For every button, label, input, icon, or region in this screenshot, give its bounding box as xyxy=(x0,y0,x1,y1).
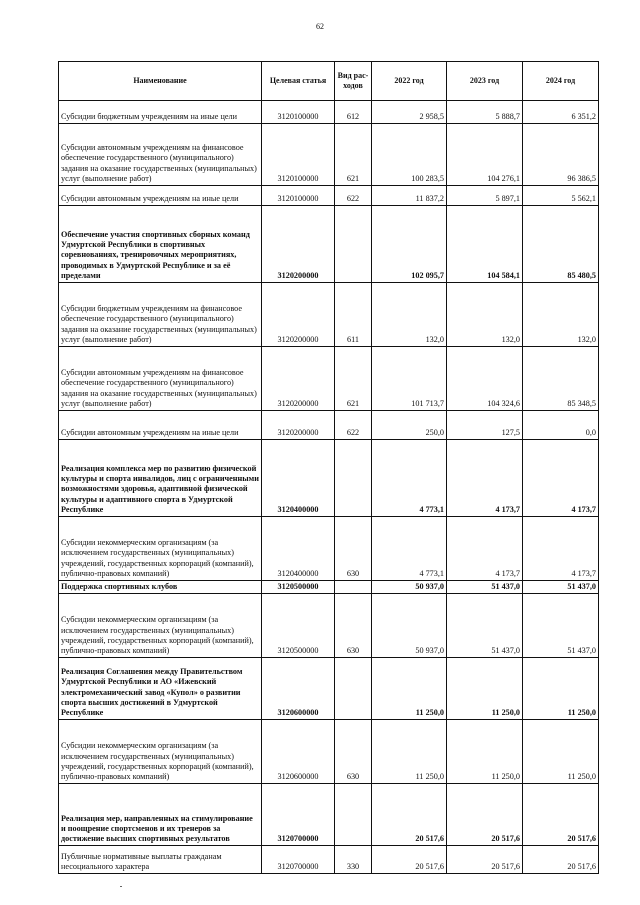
cell-2022: 50 937,0 xyxy=(372,594,447,658)
header-2024: 2024 год xyxy=(523,62,599,101)
cell-2024: 51 437,0 xyxy=(523,581,599,594)
cell-code: 3120400000 xyxy=(262,517,335,581)
cell-expense-type: 612 xyxy=(335,101,372,124)
cell-2024: 11 250,0 xyxy=(523,720,599,784)
table-body xyxy=(59,101,599,874)
cell-expense-type: 622 xyxy=(335,186,372,206)
budget-table xyxy=(58,61,599,874)
cell-code: 3120500000 xyxy=(262,594,335,658)
cell-name: Субсидии автономным учреждениям на иные цели xyxy=(59,411,262,440)
cell-code: 3120600000 xyxy=(262,658,335,720)
cell-name: Субсидии автономным учреждениям на финансовое обеспечение государственного (муниципального) задания на оказание государственных (муниципальных) услуг (выполнение работ) xyxy=(59,347,262,411)
cell-2022: 11 250,0 xyxy=(372,720,447,784)
table-row-section xyxy=(59,658,599,720)
cell-name: Субсидии некоммерческим организациям (за исключением государственных (муниципальных) учреждений, государственных корпораций (компаний), публично-правовых компаний) xyxy=(59,720,262,784)
cell-expense-type xyxy=(335,784,372,846)
cell-name: Субсидии бюджетным учреждениям на иные цели xyxy=(59,101,262,124)
cell-2023: 51 437,0 xyxy=(447,581,523,594)
header-code: Целевая статья xyxy=(262,62,335,101)
cell-2023: 104 584,1 xyxy=(447,206,523,283)
cell-name: Субсидии бюджетным учреждениям на финансовое обеспечение государственного (муниципального) задания на оказание государственных (муниципальных) услуг (выполнение работ) xyxy=(59,283,262,347)
table-row xyxy=(59,594,599,658)
cell-2024: 51 437,0 xyxy=(523,594,599,658)
cell-2022: 132,0 xyxy=(372,283,447,347)
cell-2023: 132,0 xyxy=(447,283,523,347)
cell-2022: 11 837,2 xyxy=(372,186,447,206)
cell-code: 3120400000 xyxy=(262,440,335,517)
cell-2023: 51 437,0 xyxy=(447,594,523,658)
cell-code: 3120200000 xyxy=(262,411,335,440)
table-row xyxy=(59,846,599,874)
cell-2024: 85 348,5 xyxy=(523,347,599,411)
table-row xyxy=(59,101,599,124)
cell-2022: 4 773,1 xyxy=(372,517,447,581)
cell-2024: 4 173,7 xyxy=(523,517,599,581)
header-2022: 2022 год xyxy=(372,62,447,101)
cell-2023: 5 888,7 xyxy=(447,101,523,124)
cell-2024: 85 480,5 xyxy=(523,206,599,283)
table-row xyxy=(59,517,599,581)
cell-name: Поддержка спортивных клубов xyxy=(59,581,262,594)
cell-code: 3120500000 xyxy=(262,581,335,594)
cell-2022: 101 713,7 xyxy=(372,347,447,411)
cell-code: 3120200000 xyxy=(262,347,335,411)
cell-2022: 250,0 xyxy=(372,411,447,440)
cell-2024: 132,0 xyxy=(523,283,599,347)
cell-expense-type xyxy=(335,206,372,283)
cell-2022: 50 937,0 xyxy=(372,581,447,594)
table-row-section xyxy=(59,581,599,594)
cell-2022: 4 773,1 xyxy=(372,440,447,517)
cell-2023: 11 250,0 xyxy=(447,720,523,784)
table-row-section xyxy=(59,784,599,846)
cell-name: Субсидии некоммерческим организациям (за исключением государственных (муниципальных) учреждений, государственных корпораций (компаний), публично-правовых компаний) xyxy=(59,517,262,581)
cell-2023: 20 517,6 xyxy=(447,846,523,874)
cell-expense-type: 630 xyxy=(335,594,372,658)
cell-2024: 96 386,5 xyxy=(523,124,599,186)
cell-2022: 20 517,6 xyxy=(372,846,447,874)
cell-name: Публичные нормативные выплаты гражданам несоциального характера xyxy=(59,846,262,874)
cell-2022: 100 283,5 xyxy=(372,124,447,186)
cell-2022: 2 958,5 xyxy=(372,101,447,124)
table-row-section xyxy=(59,440,599,517)
table-row xyxy=(59,124,599,186)
cell-2023: 104 276,1 xyxy=(447,124,523,186)
cell-code: 3120600000 xyxy=(262,720,335,784)
cell-expense-type: 630 xyxy=(335,517,372,581)
cell-expense-type: 621 xyxy=(335,347,372,411)
cell-code: 3120200000 xyxy=(262,206,335,283)
cell-code: 3120100000 xyxy=(262,124,335,186)
cell-expense-type: 622 xyxy=(335,411,372,440)
table-row xyxy=(59,186,599,206)
header-2023: 2023 год xyxy=(447,62,523,101)
cell-name: Субсидии некоммерческим организациям (за исключением государственных (муниципальных) учреждений, государственных корпораций (компаний), публично-правовых компаний) xyxy=(59,594,262,658)
cell-name: Субсидии автономным учреждениям на финансовое обеспечение государственного (муниципального) задания на оказание государственных (муниципальных) услуг (выполнение работ) xyxy=(59,124,262,186)
cell-name: Обеспечение участия спортивных сборных команд Удмуртской Республики в спортивных соревнованиях, тренировочных мероприятиях, проводимых в Удмуртской Республике и за её пределами xyxy=(59,206,262,283)
page-number: 62 xyxy=(316,22,324,31)
cell-expense-type xyxy=(335,440,372,517)
cell-name: Реализация комплекса мер по развитию физической культуры и спорта инвалидов, лиц с ограниченными возможностями здоровья, адаптивной физической культуры и адаптивного спорта в Удмуртской Республике xyxy=(59,440,262,517)
cell-code: 3120100000 xyxy=(262,186,335,206)
cell-2023: 4 173,7 xyxy=(447,440,523,517)
table-row xyxy=(59,720,599,784)
cell-2024: 20 517,6 xyxy=(523,846,599,874)
cell-2022: 20 517,6 xyxy=(372,784,447,846)
cell-2023: 4 173,7 xyxy=(447,517,523,581)
cell-2023: 11 250,0 xyxy=(447,658,523,720)
cell-2023: 20 517,6 xyxy=(447,784,523,846)
cell-2023: 127,5 xyxy=(447,411,523,440)
cell-2024: 11 250,0 xyxy=(523,658,599,720)
cell-2024: 5 562,1 xyxy=(523,186,599,206)
cell-code: 3120700000 xyxy=(262,846,335,874)
cell-2022: 102 095,7 xyxy=(372,206,447,283)
cell-code: 3120700000 xyxy=(262,784,335,846)
cell-2024: 20 517,6 xyxy=(523,784,599,846)
cell-2022: 11 250,0 xyxy=(372,658,447,720)
cell-code: 3120100000 xyxy=(262,101,335,124)
cell-name: Субсидии автономным учреждениям на иные цели xyxy=(59,186,262,206)
cell-expense-type: 630 xyxy=(335,720,372,784)
table-row xyxy=(59,283,599,347)
cell-expense-type: 621 xyxy=(335,124,372,186)
cell-2024: 4 173,7 xyxy=(523,440,599,517)
cell-expense-type xyxy=(335,658,372,720)
cell-code: 3120200000 xyxy=(262,283,335,347)
cell-expense-type xyxy=(335,581,372,594)
cell-name: Реализация мер, направленных на стимулирование и поощрение спортсменов и их тренеров за достижение высших спортивных результатов xyxy=(59,784,262,846)
cell-2024: 0,0 xyxy=(523,411,599,440)
header-type: Вид рас-ходов xyxy=(335,62,372,101)
scan-mark xyxy=(120,886,122,887)
header-name: Наименование xyxy=(59,62,262,101)
table-row xyxy=(59,347,599,411)
cell-expense-type: 611 xyxy=(335,283,372,347)
cell-2023: 5 897,1 xyxy=(447,186,523,206)
table-row xyxy=(59,411,599,440)
table-header-row xyxy=(59,62,599,101)
cell-expense-type: 330 xyxy=(335,846,372,874)
cell-2023: 104 324,6 xyxy=(447,347,523,411)
table-row-section xyxy=(59,206,599,283)
cell-2024: 6 351,2 xyxy=(523,101,599,124)
cell-name: Реализация Соглашения между Правительством Удмуртской Республики и АО «Ижевский электромеханический завод «Купол» о развитии спорта высших достижений в Удмуртской Республике xyxy=(59,658,262,720)
